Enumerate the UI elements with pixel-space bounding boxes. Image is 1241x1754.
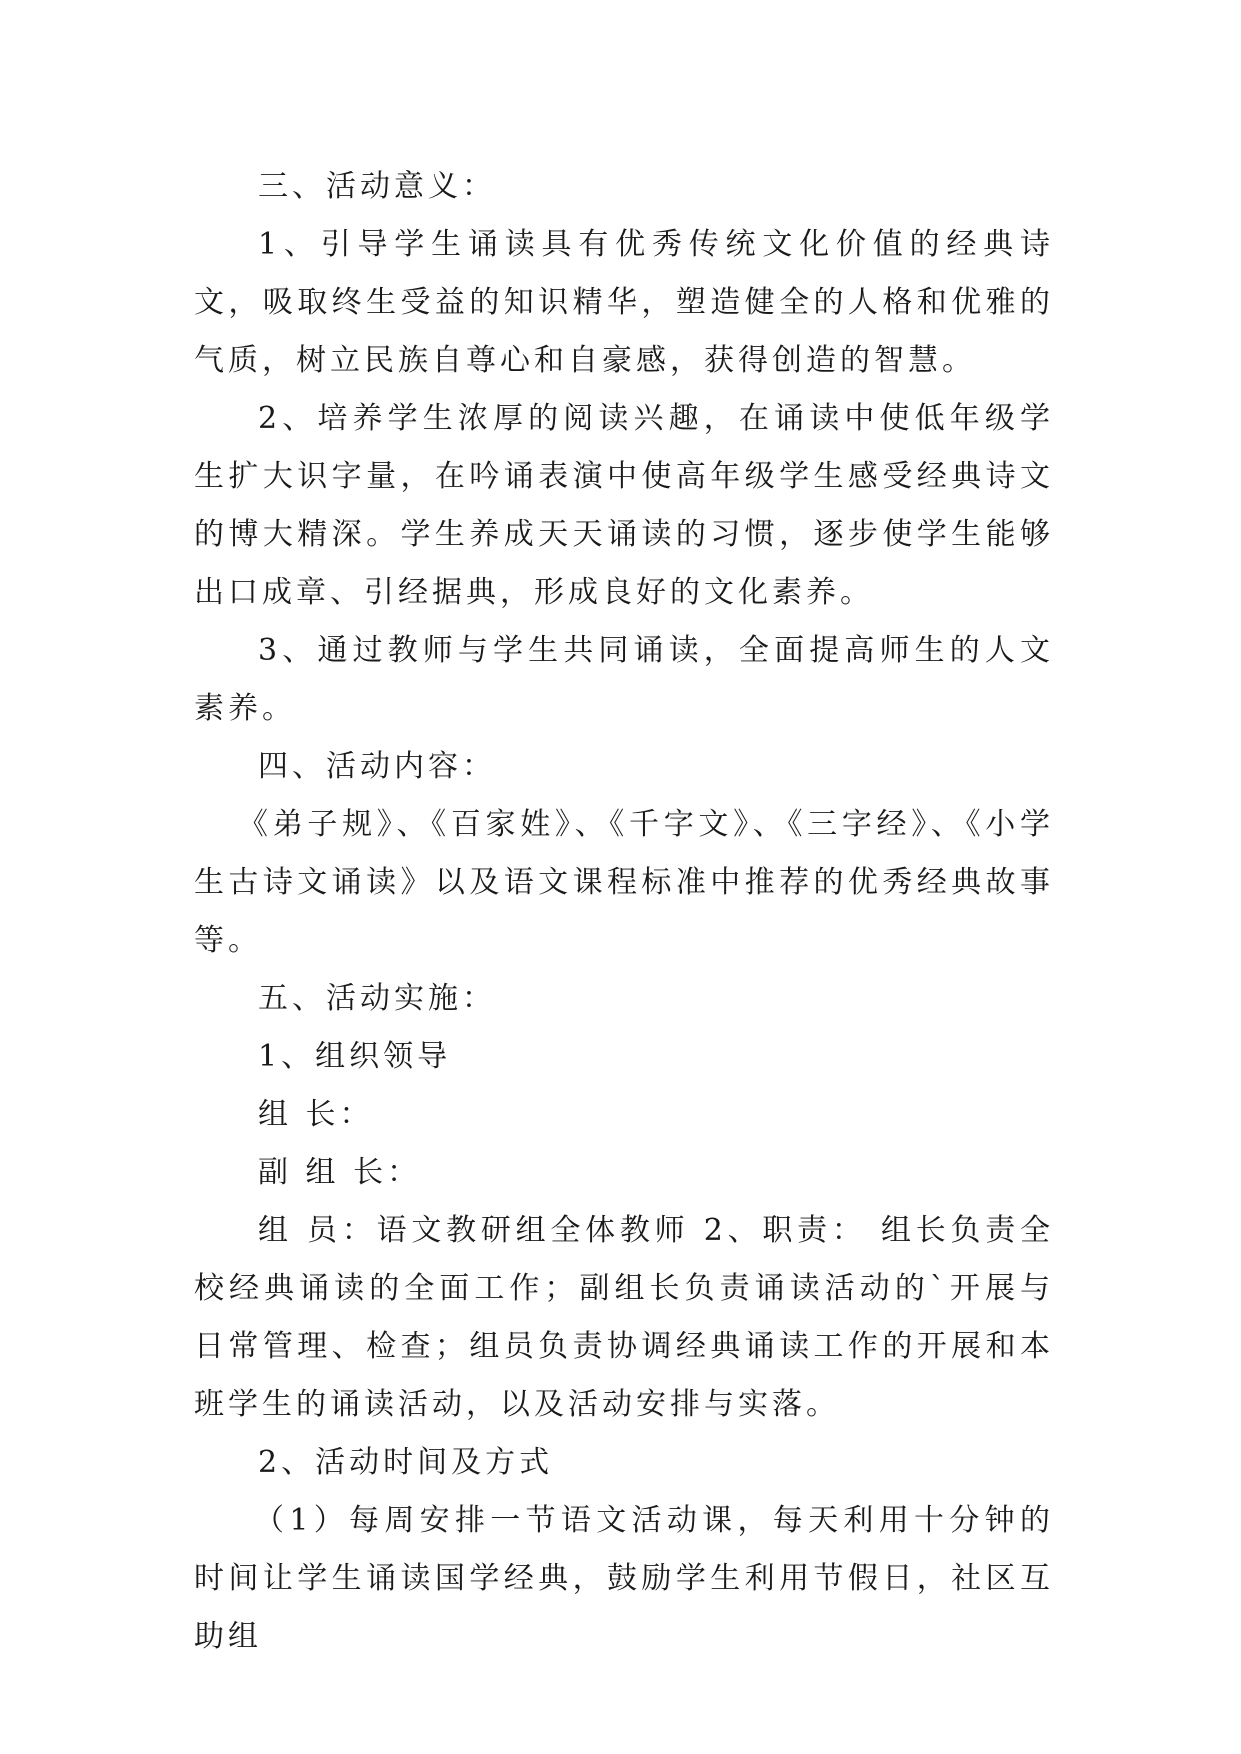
paragraph-members-duties: 组 员：语文教研组全体教师 2、职责： 组长负责全校经典诵读的全面工作；副组长负责诵读活动的`开展与日常管理、检查；组员负责协调经典诵读工作的开展和本班学生的诵读活动，以及活动安排与实落。 bbox=[194, 1213, 1054, 1422]
subheading-organization: 1、组织领导 bbox=[258, 1039, 452, 1074]
paragraph-significance-1: 1、引导学生诵读具有优秀传统文化价值的经典诗文，吸取终生受益的知识精华，塑造健全的人格和优雅的气质，树立民族自尊心和自豪感，获得创造的智慧。 bbox=[194, 227, 1054, 378]
subheading-time-method: 2、活动时间及方式 bbox=[258, 1445, 554, 1480]
paragraph-significance-3: 3、通过教师与学生共同诵读，全面提高师生的人文素养。 bbox=[194, 633, 1054, 726]
line-group-leader: 组 长： bbox=[258, 1097, 374, 1132]
section-heading-implementation: 五、活动实施： bbox=[258, 981, 496, 1016]
paragraph-time-method-1: （1）每周安排一节语文活动课，每天利用十分钟的时间让学生诵读国学经典，鼓励学生利用节假日，社区互助组 bbox=[194, 1503, 1054, 1654]
line-deputy-leader: 副 组 长： bbox=[258, 1155, 422, 1190]
document-body bbox=[194, 158, 1054, 1666]
section-heading-significance: 三、活动意义： bbox=[258, 169, 496, 204]
paragraph-content-books: 《弟子规》、《百家姓》、《千字文》、《三字经》、《小学生古诗文诵读》以及语文课程标准中推荐的优秀经典故事等。 bbox=[194, 807, 1054, 958]
section-heading-content: 四、活动内容： bbox=[258, 749, 496, 784]
paragraph-significance-2: 2、培养学生浓厚的阅读兴趣，在诵读中使低年级学生扩大识字量，在吟诵表演中使高年级学生感受经典诗文的博大精深。学生养成天天诵读的习惯，逐步使学生能够出口成章、引经据典，形成良好的文化素养。 bbox=[194, 401, 1054, 610]
